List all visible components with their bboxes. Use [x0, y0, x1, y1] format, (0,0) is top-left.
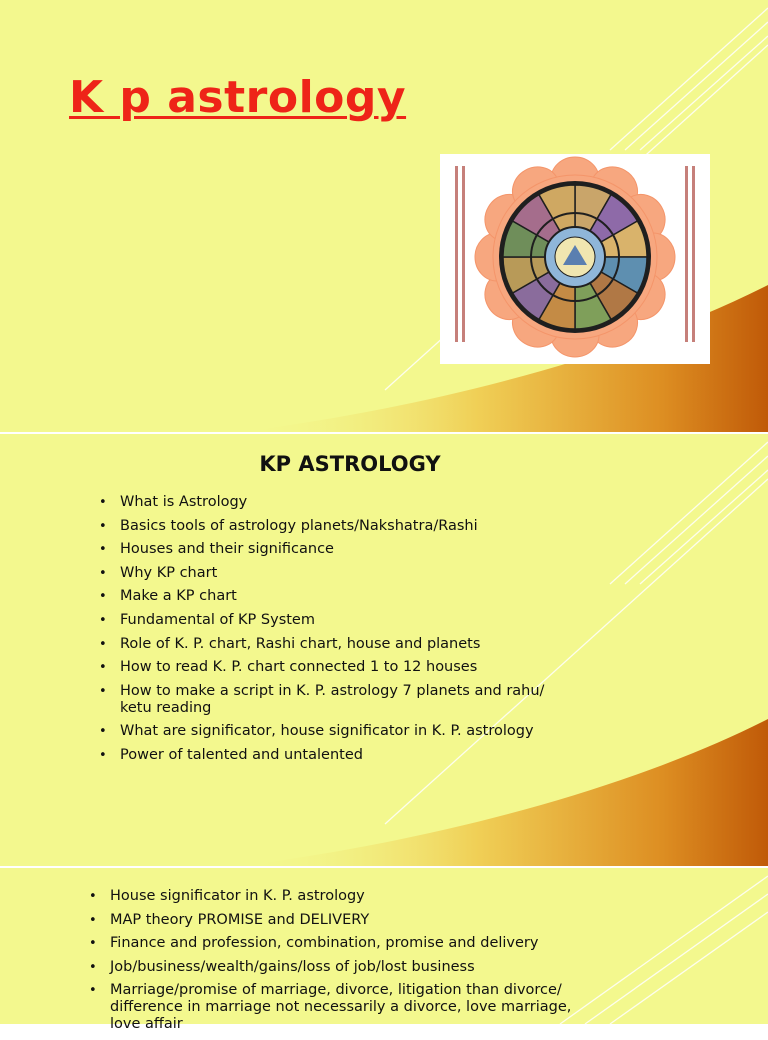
- list-item: • Houses and their significance: [99, 541, 579, 558]
- list-item: • Marriage/promise of marriage, divorce, litigation than divorce/ difference in marriage not necessarily a divorce, love marriage, love affair: [89, 982, 574, 1033]
- list-item: • What is Astrology: [99, 494, 579, 511]
- topic-list: [99, 494, 579, 771]
- zodiac-wheel-icon: [440, 154, 710, 364]
- topic-list: [89, 888, 574, 1040]
- list-item: • How to make a script in K. P. astrology 7 planets and rahu/ ketu reading: [99, 683, 579, 717]
- slide-1: [0, 0, 768, 432]
- list-item: • Why KP chart: [99, 565, 579, 582]
- list-item: • How to read K. P. chart connected 1 to 12 houses: [99, 659, 579, 676]
- slide-title: K p astrology: [69, 72, 407, 123]
- slide-title: KP ASTROLOGY: [259, 452, 441, 476]
- list-item: • Role of K. P. chart, Rashi chart, house and planets: [99, 636, 579, 653]
- list-item: • House significator in K. P. astrology: [89, 888, 574, 905]
- slide-3: [0, 868, 768, 1033]
- list-item: • Make a KP chart: [99, 588, 579, 605]
- zodiac-wheel-image: [440, 154, 710, 364]
- slide-2: [0, 434, 768, 866]
- list-item: • Fundamental of KP System: [99, 612, 579, 629]
- list-item: • Job/business/wealth/gains/loss of job/lost business: [89, 959, 574, 976]
- list-item: • What are significator, house significator in K. P. astrology: [99, 723, 579, 740]
- list-item: • MAP theory PROMISE and DELIVERY: [89, 912, 574, 929]
- list-item: • Power of talented and untalented: [99, 747, 579, 764]
- list-item: • Basics tools of astrology planets/Nakshatra/Rashi: [99, 518, 579, 535]
- list-item: • Finance and profession, combination, promise and delivery: [89, 935, 574, 952]
